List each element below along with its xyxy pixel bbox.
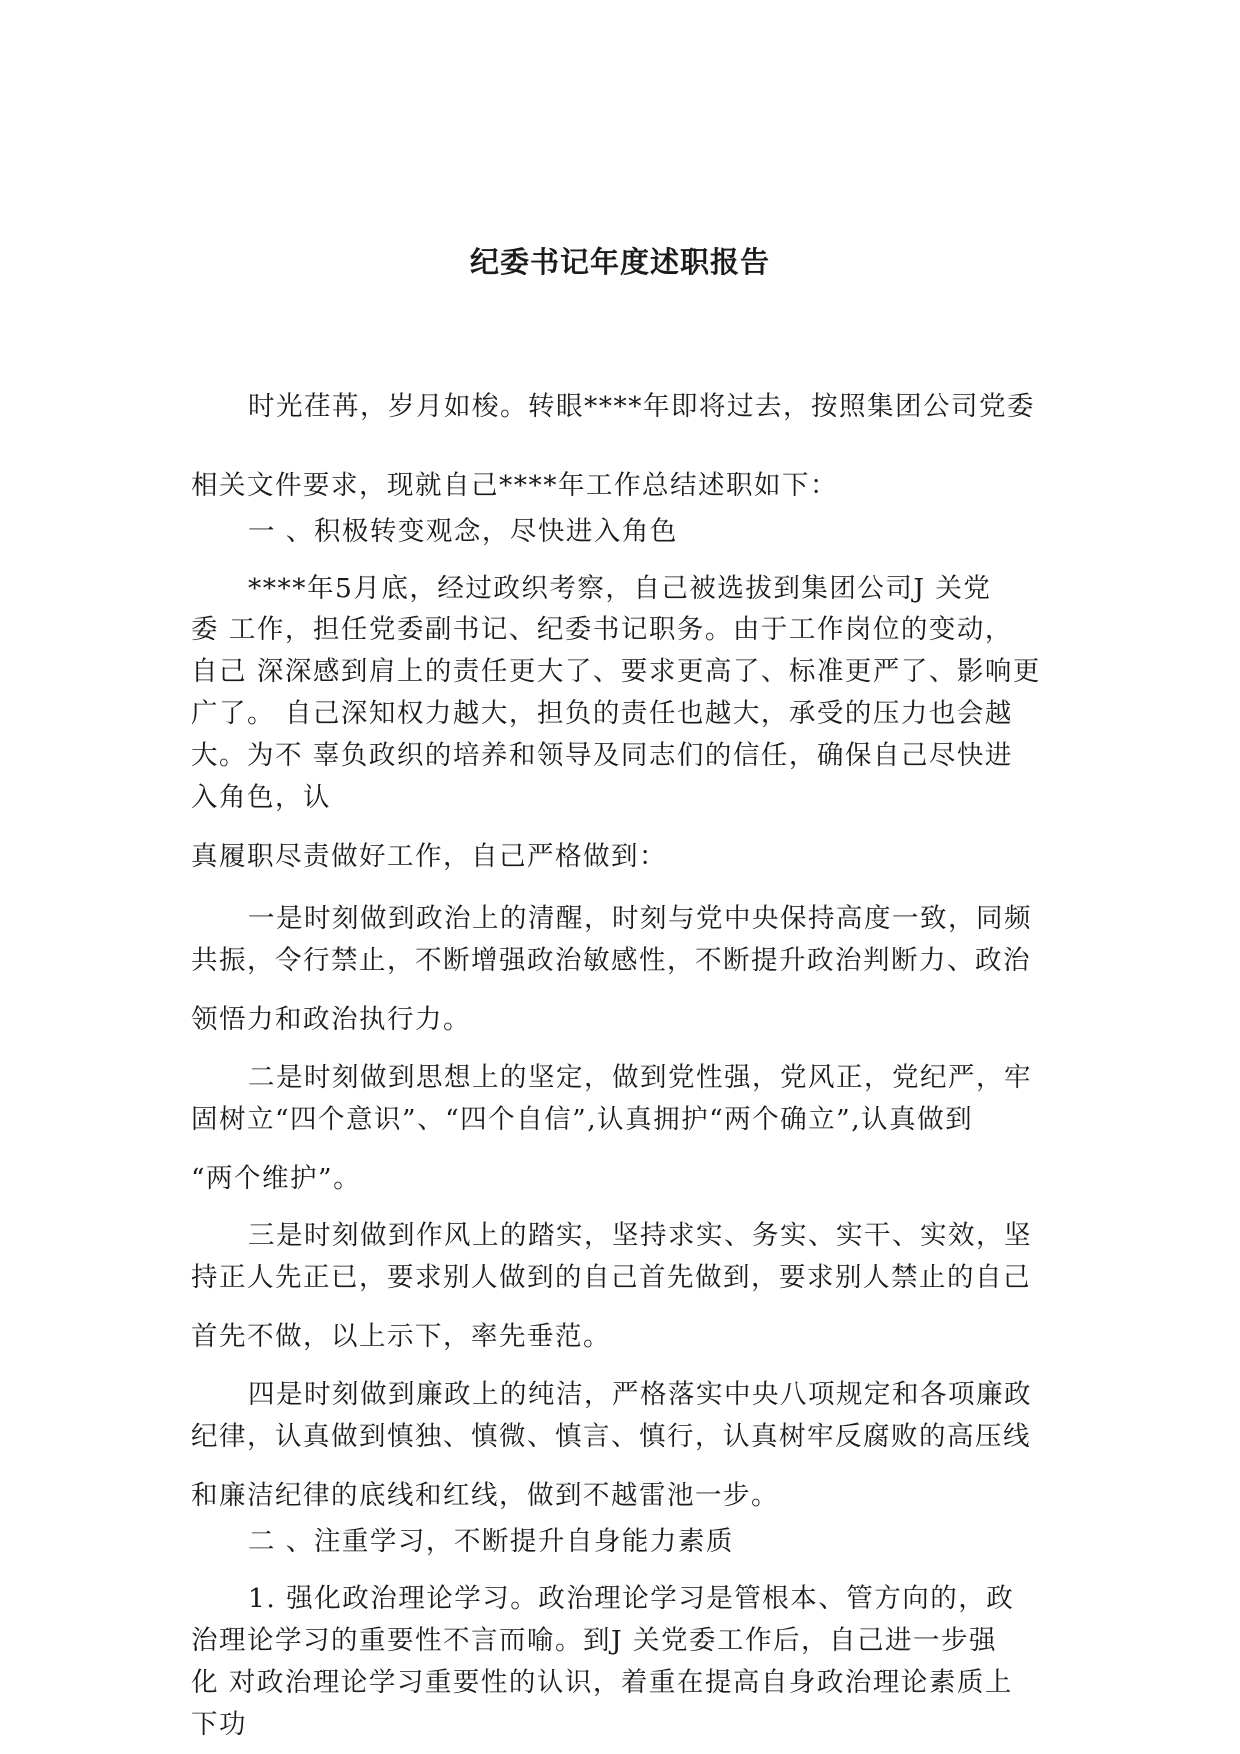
paragraph-line: 首先不做，以上示下，率先垂范。: [191, 1321, 611, 1352]
paragraph-line: 真履职尽责做好工作，自己严格做到：: [191, 841, 667, 872]
paragraph-line: 持正人先正已，要求别人做到的自己首先做到，要求别人禁止的自己: [191, 1262, 1031, 1293]
paragraph-line: 相关文件要求，现就自己****年工作总结述职如下：: [191, 470, 838, 501]
document-title: 纪委书记年度述职报告: [469, 245, 770, 279]
paragraph-line: ****年5月底，经过政织考察，自己被选拔到集团公司J 关党: [248, 573, 992, 604]
paragraph-line: 入角色，认: [191, 782, 331, 813]
paragraph-line: 固树立“四个意识”、“四个自信”,认真拥护“两个确立”,认真做到: [191, 1104, 974, 1135]
paragraph-line: 一是时刻做到政治上的清醒，时刻与党中央保持高度一致，同频: [248, 903, 1032, 934]
paragraph-line: 二是时刻做到思想上的坚定，做到党性强，党风正，党纪严，牢: [248, 1062, 1032, 1093]
paragraph-line: 领悟力和政治执行力。: [191, 1004, 471, 1035]
paragraph-line: 下功: [191, 1709, 247, 1740]
paragraph-line: 自己 深深感到肩上的责任更大了、要求更高了、标准更严了、影响更: [191, 656, 1041, 687]
paragraph-line: 治理论学习的重要性不言而喻。到J 关党委工作后，自己进一步强: [191, 1625, 998, 1656]
paragraph-line: 大。为不 辜负政织的培养和领导及同志们的信任，确保自己尽快进: [191, 740, 1013, 771]
paragraph-line: 广了。 自己深知权力越大，担负的责任也越大，承受的压力也会越: [191, 698, 1013, 729]
paragraph-line: 1. 强化政治理论学习。政治理论学习是管根本、管方向的，政: [248, 1583, 1015, 1614]
paragraph-line: 纪律，认真做到慎独、慎微、慎言、慎行，认真树牢反腐败的高压线: [191, 1421, 1031, 1452]
paragraph-line: 共振，令行禁止，不断增强政治敏感性，不断提升政治判断力、政治: [191, 945, 1031, 976]
paragraph-line: 化 对政治理论学习重要性的认识，着重在提高自身政治理论素质上: [191, 1667, 1013, 1698]
section-heading: 二 、注重学习，不断提升自身能力素质: [248, 1526, 734, 1557]
paragraph-line: 时光荏苒，岁月如梭。转眼****年即将过去，按照集团公司党委: [248, 391, 1035, 422]
section-heading: 一 、积极转变观念，尽快进入角色: [248, 516, 678, 547]
paragraph-line: 四是时刻做到廉政上的纯洁，严格落实中央八项规定和各项廉政: [248, 1379, 1032, 1410]
paragraph-line: “两个维护”。: [191, 1163, 362, 1194]
paragraph-line: 委 工作，担任党委副书记、纪委书记职务。由于工作岗位的变动，: [191, 614, 1013, 645]
paragraph-line: 三是时刻做到作风上的踏实，坚持求实、务实、实干、实效，坚: [248, 1220, 1032, 1251]
paragraph-line: 和廉洁纪律的底线和红线，做到不越雷池一步。: [191, 1480, 779, 1511]
